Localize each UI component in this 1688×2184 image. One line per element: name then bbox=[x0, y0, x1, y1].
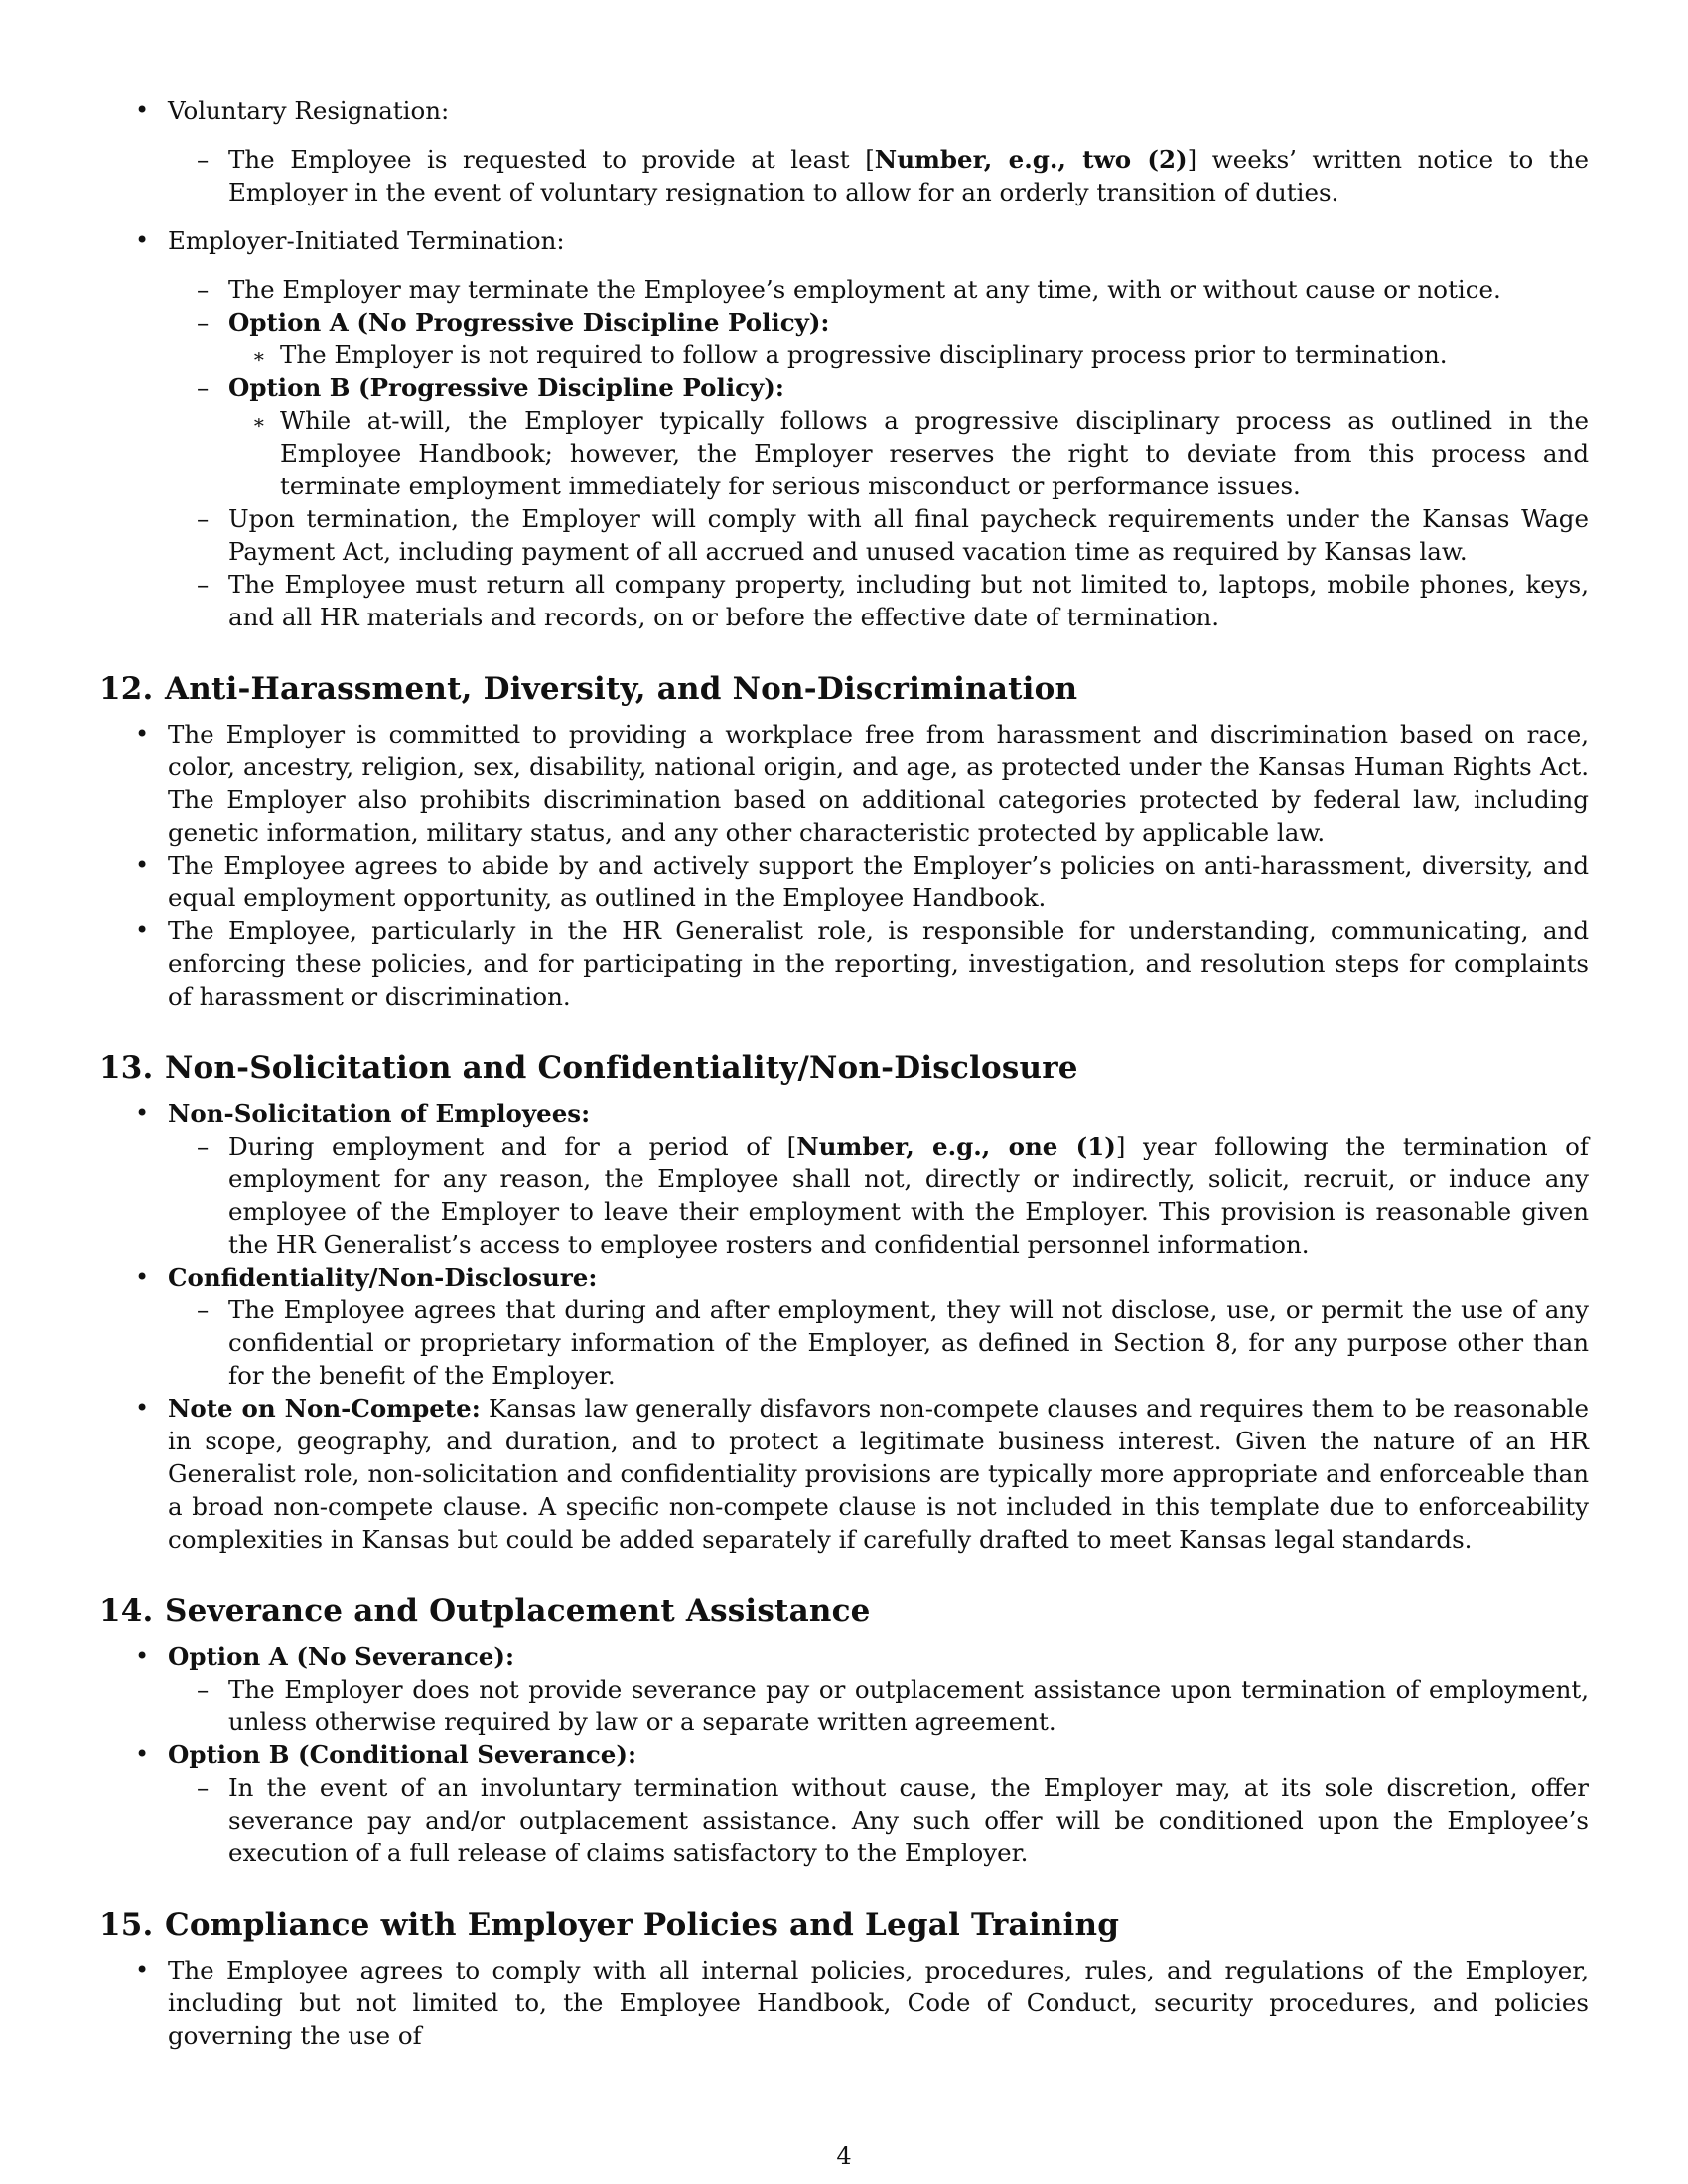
section-title: Anti-Harassment, Diversity, and Non-Discrimination bbox=[165, 671, 1078, 707]
section-number: 15. bbox=[99, 1907, 154, 1943]
placeholder-term: Number, e.g., two (2) bbox=[874, 145, 1188, 174]
list-item: – Upon termination, the Employer will comply with all final paycheck requirements under the Kansas Wage Payment Act, including payment of all accrued and unused vacation time as required by Kansas law. bbox=[197, 504, 1589, 566]
dash-icon: – bbox=[197, 1296, 210, 1324]
option-label: Option A (No Progressive Discipline Policy): bbox=[228, 308, 830, 337]
list-item bbox=[99, 1097, 1589, 1130]
bullet-icon: • bbox=[135, 96, 150, 124]
item-label: Non-Solicitation of Employees: bbox=[168, 1099, 591, 1128]
list-item: – The Employer does not provide severance pay or outplacement assistance upon termination of employment, unless otherwise required by law or a separate written agreement. bbox=[197, 1675, 1589, 1736]
item-label: Note on Non-Compete: bbox=[168, 1394, 481, 1423]
list-item: – The Employee is requested to provide at least [Number, e.g., two (2)] weeks’ written notice to the Employer in the event of voluntary resignation to allow for an orderly transition of duties. bbox=[197, 145, 1589, 206]
dash-icon: – bbox=[197, 1773, 210, 1802]
item-label: Voluntary Resignation: bbox=[168, 96, 450, 125]
list-item bbox=[99, 94, 1589, 127]
list-item: • The Employee agrees to abide by and actively support the Employer’s policies on anti-harassment, diversity, and equal employment opportunity, as outlined in the Employee Handbook. bbox=[135, 851, 1589, 912]
bullet-icon: • bbox=[135, 720, 150, 748]
dash-icon: – bbox=[197, 145, 210, 174]
dash-icon: – bbox=[197, 1675, 210, 1704]
list-item: ∗ While at-will, the Employer typically follows a progressive disciplinary process as outlined in the Employee Handbook; however, the Employer reserves the right to deviate from this process and terminate employment immediately for serious misconduct or performance issues. bbox=[252, 406, 1589, 500]
list-item bbox=[99, 1261, 1589, 1294]
list-item bbox=[99, 306, 1589, 339]
list-item: – The Employee agrees that during and after employment, they will not disclose, use, or permit the use of any confidential or proprietary information of the Employer, as defined in Section 8, for any purpose other than for the benefit of the Employer. bbox=[197, 1296, 1589, 1390]
asterisk-icon: ∗ bbox=[252, 344, 266, 368]
section-number: 14. bbox=[99, 1593, 154, 1629]
list-item: – During employment and for a period of [Number, e.g., one (1)] year following the termination of employment for any reason, the Employee shall not, directly or indirectly, solicit, recruit, or induce any employee of the Employer to leave their employment with the Employer. This provision is reasonable given the HR Generalist’s access to employee rosters and confidential personnel information. bbox=[197, 1132, 1590, 1259]
list-item bbox=[99, 1640, 1589, 1673]
list-item: ∗ The Employer is not required to follow a progressive disciplinary process prior to termination. bbox=[99, 339, 1589, 371]
list-item: – In the event of an involuntary termination without cause, the Employer may, at its sole discretion, offer severance pay and/or outplacement assistance. Any such offer will be conditioned upon the Employee’s execution of a full release of claims satisfactory to the Employer. bbox=[197, 1773, 1589, 1867]
section-number: 13. bbox=[99, 1050, 154, 1086]
list-item: • The Employee agrees to comply with all internal policies, procedures, rules, and regulations of the Employer, including but not limited to, the Employee Handbook, Code of Conduct, security procedures, and policies governing the use of bbox=[135, 1956, 1589, 2050]
option-label: Option B (Progressive Discipline Policy): bbox=[228, 373, 784, 402]
list-item: – The Employee must return all company property, including but not limited to, laptops, mobile phones, keys, and all HR materials and records, on or before the effective date of termination. bbox=[197, 570, 1589, 631]
list-item: • The Employer is committed to providing a workplace free from harassment and discrimination based on race, color, ancestry, religion, sex, disability, national origin, and age, as protected under the Kansas Human Rights Act. The Employer also prohibits discrimination based on additional categories protected by federal law, including genetic information, military status, and any other characteristic protected by applicable law. bbox=[135, 720, 1589, 847]
dash-icon: – bbox=[197, 373, 210, 402]
bullet-icon: • bbox=[135, 1263, 150, 1291]
section-number: 12. bbox=[99, 671, 154, 707]
bullet-icon: • bbox=[135, 851, 150, 879]
list-item bbox=[99, 371, 1589, 404]
section-title: Compliance with Employer Policies and Legal Training bbox=[165, 1907, 1120, 1943]
section-heading bbox=[99, 1048, 1589, 1088]
section-heading bbox=[99, 669, 1589, 709]
bullet-icon: • bbox=[135, 1394, 150, 1422]
dash-icon: – bbox=[197, 570, 210, 599]
list-item bbox=[99, 1738, 1589, 1771]
section-heading bbox=[99, 1905, 1589, 1945]
placeholder-term: Number, e.g., one (1) bbox=[796, 1132, 1116, 1160]
bullet-icon: • bbox=[135, 1642, 150, 1670]
document-page bbox=[99, 94, 1589, 2052]
section-title: Severance and Outplacement Assistance bbox=[165, 1593, 871, 1629]
dash-icon: – bbox=[197, 308, 210, 337]
option-label: Option B (Conditional Severance): bbox=[168, 1740, 637, 1769]
dash-icon: – bbox=[197, 1132, 210, 1160]
bullet-icon: • bbox=[135, 916, 150, 944]
dash-icon: – bbox=[197, 275, 210, 304]
page-number: 4 bbox=[836, 2142, 852, 2170]
list-item: • The Employee, particularly in the HR Generalist role, is responsible for understanding, communicating, and enforcing these policies, and for participating in the reporting, investigation, and resolution steps for complaints of harassment or discrimination. bbox=[135, 916, 1589, 1011]
item-label: Employer-Initiated Termination: bbox=[168, 226, 565, 255]
bullet-icon: • bbox=[135, 226, 150, 254]
bullet-icon: • bbox=[135, 1099, 150, 1127]
section-title: Non-Solicitation and Confidentiality/Non-Disclosure bbox=[165, 1050, 1078, 1086]
option-label: Option A (No Severance): bbox=[168, 1642, 515, 1671]
bullet-icon: • bbox=[135, 1740, 150, 1768]
list-item: • Note on Non-Compete: Kansas law generally disfavors non-compete clauses and requires them to be reasonable in scope, geography, and duration, and to protect a legitimate business interest. Given the nature of an HR Generalist role, non-solicitation and confidentiality provisions are typically more appropriate and enforceable than a broad non-compete clause. A specific non-compete clause is not included in this template due to enforceability complexities in Kansas but could be added separately if carefully drafted to meet Kansas legal standards. bbox=[135, 1394, 1589, 1554]
bullet-icon: • bbox=[135, 1956, 150, 1983]
item-label: Confidentiality/Non-Disclosure: bbox=[168, 1263, 598, 1292]
asterisk-icon: ∗ bbox=[252, 410, 266, 434]
dash-icon: – bbox=[197, 504, 210, 533]
list-item bbox=[99, 224, 1589, 257]
list-item: – The Employer may terminate the Employee’s employment at any time, with or without cause or notice. bbox=[197, 275, 1501, 304]
section-heading bbox=[99, 1591, 1589, 1631]
